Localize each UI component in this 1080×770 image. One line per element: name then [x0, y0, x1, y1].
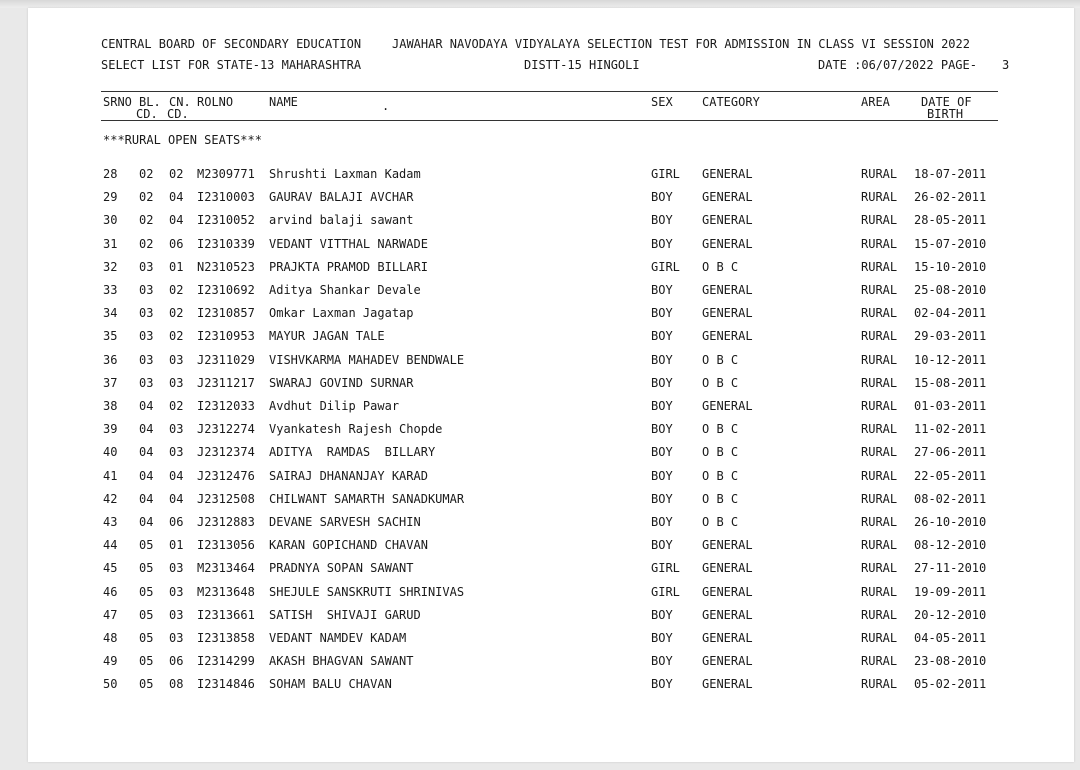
- cell-cn: 02: [169, 306, 184, 321]
- cell-rolno: J2312374: [197, 445, 255, 460]
- cell-srno: 49: [103, 654, 118, 669]
- col-dob-sub: BIRTH: [927, 107, 964, 121]
- cell-srno: 50: [103, 677, 118, 692]
- cell-area: RURAL: [861, 352, 898, 367]
- cell-cn: 06: [169, 654, 184, 669]
- cell-rolno: I2310857: [197, 306, 255, 321]
- state-value: 13 MAHARASHTRA: [259, 58, 362, 72]
- cell-srno: 46: [103, 584, 118, 599]
- cell-category: O B C: [702, 375, 739, 390]
- cell-srno: 47: [103, 607, 118, 622]
- cell-dob: 15-07-2010: [914, 236, 987, 251]
- cell-area: RURAL: [861, 654, 898, 669]
- col-dob: DATE OF: [921, 95, 972, 109]
- cell-srno: 43: [103, 515, 118, 529]
- cell-rolno: I2313858: [197, 631, 255, 645]
- cell-cn: 02: [169, 167, 184, 181]
- cell-rolno: M2309771: [197, 167, 255, 181]
- cell-dob: 22-05-2011: [914, 468, 987, 483]
- table-row: [28, 585, 1074, 605]
- cell-dob: 15-10-2010: [914, 259, 987, 274]
- cell-rolno: I2313661: [197, 607, 255, 622]
- cell-rolno: I2310052: [197, 213, 255, 228]
- cell-bl: 03: [139, 352, 154, 367]
- cell-srno: 38: [103, 399, 118, 413]
- cell-bl: 05: [139, 561, 154, 576]
- cell-dob: 20-12-2010: [914, 607, 987, 622]
- cell-sex: BOY: [651, 329, 673, 344]
- cell-dob: 08-02-2011: [914, 491, 987, 506]
- district-label: DISTT-: [524, 58, 568, 72]
- cell-rolno: I2310339: [197, 236, 255, 251]
- cell-category: GENERAL: [702, 283, 753, 297]
- cell-area: RURAL: [861, 213, 898, 228]
- cell-srno: 34: [103, 306, 118, 321]
- cell-bl: 03: [139, 375, 154, 390]
- cell-area: RURAL: [861, 375, 898, 390]
- cell-name: SATISH SHIVAJI GARUD: [269, 607, 421, 622]
- cell-bl: 05: [139, 677, 154, 692]
- cell-dob: 29-03-2011: [914, 329, 987, 344]
- cell-bl: 05: [139, 607, 154, 622]
- cell-sex: BOY: [651, 631, 673, 645]
- cell-rolno: I2313056: [197, 538, 255, 553]
- cell-bl: 02: [139, 236, 154, 251]
- table-row: [28, 376, 1074, 396]
- cell-name: VISHVKARMA MAHADEV BENDWALE: [269, 352, 465, 367]
- table-row: [28, 399, 1074, 419]
- cell-area: RURAL: [861, 515, 898, 529]
- cell-cn: 03: [169, 445, 184, 460]
- cell-name: GAURAV BALAJI AVCHAR: [269, 190, 414, 205]
- cell-bl: 02: [139, 167, 154, 181]
- cell-bl: 03: [139, 306, 154, 321]
- col-name: NAME: [269, 95, 298, 109]
- col-bl-sub: CD.: [136, 107, 158, 121]
- table-row: [28, 677, 1074, 697]
- cell-name: ADITYA RAMDAS BILLARY: [269, 445, 436, 460]
- cell-bl: 03: [139, 283, 154, 297]
- cell-srno: 41: [103, 468, 118, 483]
- cell-sex: GIRL: [651, 584, 680, 599]
- cell-area: RURAL: [861, 422, 898, 437]
- cell-area: RURAL: [861, 306, 898, 321]
- table-row: [28, 260, 1074, 280]
- cell-area: RURAL: [861, 631, 898, 645]
- cell-cn: 03: [169, 352, 184, 367]
- cell-name: Aditya Shankar Devale: [269, 283, 421, 297]
- cell-srno: 31: [103, 236, 118, 251]
- cell-rolno: M2313464: [197, 561, 255, 576]
- cell-sex: GIRL: [651, 561, 680, 576]
- col-cn: CN.: [169, 95, 191, 109]
- cell-sex: BOY: [651, 236, 673, 251]
- cell-category: GENERAL: [702, 306, 753, 321]
- cell-bl: 05: [139, 631, 154, 645]
- cell-rolno: I2314299: [197, 654, 255, 669]
- cell-srno: 48: [103, 631, 118, 645]
- cell-sex: BOY: [651, 352, 673, 367]
- cell-sex: BOY: [651, 515, 673, 529]
- cell-sex: BOY: [651, 306, 673, 321]
- cell-srno: 30: [103, 213, 118, 228]
- table-row: [28, 190, 1074, 210]
- cell-name: Omkar Laxman Jagatap: [269, 306, 414, 321]
- cell-category: GENERAL: [702, 584, 753, 599]
- cell-cn: 06: [169, 515, 184, 529]
- cell-area: RURAL: [861, 259, 898, 274]
- cell-bl: 04: [139, 422, 154, 437]
- cell-sex: BOY: [651, 190, 673, 205]
- cell-name: MAYUR JAGAN TALE: [269, 329, 385, 344]
- cell-dob: 25-08-2010: [914, 283, 987, 297]
- page-number: 3: [1002, 58, 1010, 72]
- cell-dob: 15-08-2011: [914, 375, 987, 390]
- cell-name: SWARAJ GOVIND SURNAR: [269, 375, 414, 390]
- cell-name: KARAN GOPICHAND CHAVAN: [269, 538, 428, 553]
- state-line: [101, 58, 361, 72]
- cell-category: GENERAL: [702, 329, 753, 344]
- col-category: CATEGORY: [702, 95, 760, 109]
- cell-area: RURAL: [861, 561, 898, 576]
- viewer-top-bar: [0, 0, 1080, 8]
- cell-sex: GIRL: [651, 167, 680, 181]
- cell-category: O B C: [702, 468, 739, 483]
- cell-rolno: I2310953: [197, 329, 255, 344]
- cell-bl: 03: [139, 329, 154, 344]
- table-row: [28, 353, 1074, 373]
- cell-dob: 27-11-2010: [914, 561, 987, 576]
- cell-srno: 28: [103, 167, 118, 181]
- cell-bl: 02: [139, 213, 154, 228]
- cell-category: GENERAL: [702, 677, 753, 692]
- page-label: PAGE-: [940, 58, 977, 72]
- cell-category: O B C: [702, 352, 739, 367]
- cell-cn: 03: [169, 631, 184, 645]
- section-title: ***RURAL OPEN SEATS***: [103, 133, 262, 147]
- cell-bl: 05: [139, 538, 154, 553]
- cell-area: RURAL: [861, 283, 898, 297]
- table-header-rule: [101, 120, 998, 121]
- cell-cn: 01: [169, 538, 184, 553]
- cell-name: PRADNYA SOPAN SAWANT: [269, 561, 414, 576]
- cell-cn: 02: [169, 329, 184, 344]
- cell-srno: 36: [103, 352, 118, 367]
- cell-category: GENERAL: [702, 236, 753, 251]
- date-value: 06/07/2022: [861, 58, 934, 72]
- cell-srno: 45: [103, 561, 118, 576]
- table-top-rule: [101, 91, 998, 92]
- cell-category: GENERAL: [702, 399, 753, 413]
- col-rolno: ROLNO: [197, 95, 234, 109]
- cell-cn: 04: [169, 468, 184, 483]
- cell-category: GENERAL: [702, 607, 753, 622]
- cell-cn: 03: [169, 422, 184, 437]
- cell-name: CHILWANT SAMARTH SANADKUMAR: [269, 491, 465, 506]
- table-row: [28, 492, 1074, 512]
- test-title: JAWAHAR NAVODAYA VIDYALAYA SELECTION TEST FOR ADMISSION IN CLASS VI SESSION 2022: [392, 37, 970, 51]
- state-label: SELECT LIST FOR STATE-: [101, 58, 260, 72]
- table-row: [28, 422, 1074, 442]
- cell-dob: 01-03-2011: [914, 399, 987, 413]
- cell-category: GENERAL: [702, 654, 753, 669]
- cell-name: VEDANT VITTHAL NARWADE: [269, 236, 428, 251]
- table-row: [28, 561, 1074, 581]
- table-row: [28, 445, 1074, 465]
- cell-dob: 10-12-2011: [914, 352, 987, 367]
- col-srno: SRNO: [103, 95, 132, 109]
- cell-area: RURAL: [861, 190, 898, 205]
- cell-cn: 08: [169, 677, 184, 692]
- cell-area: RURAL: [861, 491, 898, 506]
- cell-sex: BOY: [651, 375, 673, 390]
- cell-sex: BOY: [651, 538, 673, 553]
- cell-name: Avdhut Dilip Pawar: [269, 399, 400, 413]
- cell-rolno: J2312883: [197, 515, 255, 529]
- date-label: DATE :: [818, 58, 862, 72]
- cell-category: O B C: [702, 515, 739, 529]
- cell-rolno: I2310003: [197, 190, 255, 205]
- cell-rolno: I2314846: [197, 677, 255, 692]
- cell-category: O B C: [702, 422, 739, 437]
- cell-bl: 04: [139, 468, 154, 483]
- cell-sex: BOY: [651, 422, 673, 437]
- cell-sex: BOY: [651, 399, 673, 413]
- cell-name: DEVANE SARVESH SACHIN: [269, 515, 421, 529]
- table-row: [28, 237, 1074, 257]
- cell-rolno: J2312274: [197, 422, 255, 437]
- col-sex: SEX: [651, 95, 673, 109]
- cell-area: RURAL: [861, 677, 898, 692]
- cell-sex: BOY: [651, 213, 673, 228]
- cell-dob: 04-05-2011: [914, 631, 987, 645]
- cell-dob: 26-10-2010: [914, 515, 987, 529]
- cell-srno: 33: [103, 283, 118, 297]
- cell-cn: 04: [169, 491, 184, 506]
- table-row: [28, 515, 1074, 535]
- cell-area: RURAL: [861, 584, 898, 599]
- cell-srno: 29: [103, 190, 118, 205]
- cell-rolno: I2310692: [197, 283, 255, 297]
- cell-cn: 03: [169, 375, 184, 390]
- cell-area: RURAL: [861, 236, 898, 251]
- cell-cn: 02: [169, 283, 184, 297]
- cell-bl: 05: [139, 584, 154, 599]
- cell-dob: 19-09-2011: [914, 584, 987, 599]
- col-bl: BL.: [139, 95, 161, 109]
- cell-name: PRAJKTA PRAMOD BILLARI: [269, 259, 428, 274]
- cell-sex: GIRL: [651, 259, 680, 274]
- cell-sex: BOY: [651, 607, 673, 622]
- cell-name: SOHAM BALU CHAVAN: [269, 677, 392, 692]
- cell-bl: 04: [139, 515, 154, 529]
- table-row: [28, 631, 1074, 651]
- cell-category: GENERAL: [702, 190, 753, 205]
- cell-rolno: J2312476: [197, 468, 255, 483]
- table-row: [28, 306, 1074, 326]
- cell-rolno: J2311217: [197, 375, 255, 390]
- cell-area: RURAL: [861, 399, 898, 413]
- cell-cn: 03: [169, 607, 184, 622]
- cell-bl: 04: [139, 491, 154, 506]
- cell-category: O B C: [702, 491, 739, 506]
- cell-dob: 02-04-2011: [914, 306, 987, 321]
- cell-rolno: I2312033: [197, 399, 255, 413]
- cell-sex: BOY: [651, 654, 673, 669]
- cell-area: RURAL: [861, 167, 898, 181]
- cell-name: SAIRAJ DHANANJAY KARAD: [269, 468, 428, 483]
- cell-category: GENERAL: [702, 538, 753, 553]
- cell-rolno: J2312508: [197, 491, 255, 506]
- cell-name: Vyankatesh Rajesh Chopde: [269, 422, 443, 437]
- table-row: [28, 469, 1074, 489]
- cell-dob: 23-08-2010: [914, 654, 987, 669]
- cell-sex: BOY: [651, 677, 673, 692]
- cell-cn: 02: [169, 399, 184, 413]
- cell-rolno: N2310523: [197, 259, 255, 274]
- cell-srno: 39: [103, 422, 118, 437]
- cell-category: O B C: [702, 445, 739, 460]
- cell-bl: 04: [139, 399, 154, 413]
- cell-sex: BOY: [651, 491, 673, 506]
- cell-dob: 26-02-2011: [914, 190, 987, 205]
- cell-srno: 32: [103, 259, 118, 274]
- cell-dob: 08-12-2010: [914, 538, 987, 553]
- cell-sex: BOY: [651, 283, 673, 297]
- cell-dob: 05-02-2011: [914, 677, 987, 692]
- table-row: [28, 654, 1074, 674]
- col-cn-sub: CD.: [167, 107, 189, 121]
- cell-dob: 11-02-2011: [914, 422, 987, 437]
- table-row: [28, 213, 1074, 233]
- cell-category: GENERAL: [702, 561, 753, 576]
- cell-name: arvind balaji sawant: [269, 213, 414, 228]
- cell-area: RURAL: [861, 329, 898, 344]
- cell-category: O B C: [702, 259, 739, 274]
- col-area: AREA: [861, 95, 890, 109]
- cell-rolno: M2313648: [197, 584, 255, 599]
- cell-cn: 04: [169, 190, 184, 205]
- cell-dob: 27-06-2011: [914, 445, 987, 460]
- cell-category: GENERAL: [702, 167, 753, 181]
- cell-bl: 03: [139, 259, 154, 274]
- cell-area: RURAL: [861, 445, 898, 460]
- cell-sex: BOY: [651, 445, 673, 460]
- cell-name: Shrushti Laxman Kadam: [269, 167, 421, 181]
- cell-cn: 03: [169, 584, 184, 599]
- cell-cn: 06: [169, 236, 184, 251]
- cell-srno: 42: [103, 491, 118, 506]
- cell-rolno: J2311029: [197, 352, 255, 367]
- document-page: [28, 8, 1074, 762]
- cell-cn: 04: [169, 213, 184, 228]
- cell-name: SHEJULE SANSKRUTI SHRINIVAS: [269, 584, 465, 599]
- table-row: [28, 167, 1074, 187]
- cell-name: AKASH BHAGVAN SAWANT: [269, 654, 414, 669]
- cell-sex: BOY: [651, 468, 673, 483]
- cell-srno: 35: [103, 329, 118, 344]
- cell-srno: 40: [103, 445, 118, 460]
- cell-area: RURAL: [861, 607, 898, 622]
- board-name: CENTRAL BOARD OF SECONDARY EDUCATION: [101, 37, 362, 51]
- cell-dob: 18-07-2011: [914, 167, 987, 181]
- cell-bl: 05: [139, 654, 154, 669]
- col-name-dot: .: [382, 99, 390, 113]
- cell-srno: 44: [103, 538, 118, 553]
- cell-cn: 01: [169, 259, 184, 274]
- cell-category: GENERAL: [702, 213, 753, 228]
- table-row: [28, 329, 1074, 349]
- cell-bl: 02: [139, 190, 154, 205]
- table-row: [28, 608, 1074, 628]
- cell-bl: 04: [139, 445, 154, 460]
- cell-srno: 37: [103, 375, 118, 390]
- district-value: 15 HINGOLI: [567, 58, 640, 72]
- cell-cn: 03: [169, 561, 184, 576]
- table-row: [28, 283, 1074, 303]
- cell-category: GENERAL: [702, 631, 753, 645]
- cell-area: RURAL: [861, 468, 898, 483]
- cell-name: VEDANT NAMDEV KADAM: [269, 631, 407, 645]
- table-row: [28, 538, 1074, 558]
- date-line: [818, 58, 977, 72]
- district-line: [524, 58, 640, 72]
- cell-area: RURAL: [861, 538, 898, 553]
- cell-dob: 28-05-2011: [914, 213, 987, 228]
